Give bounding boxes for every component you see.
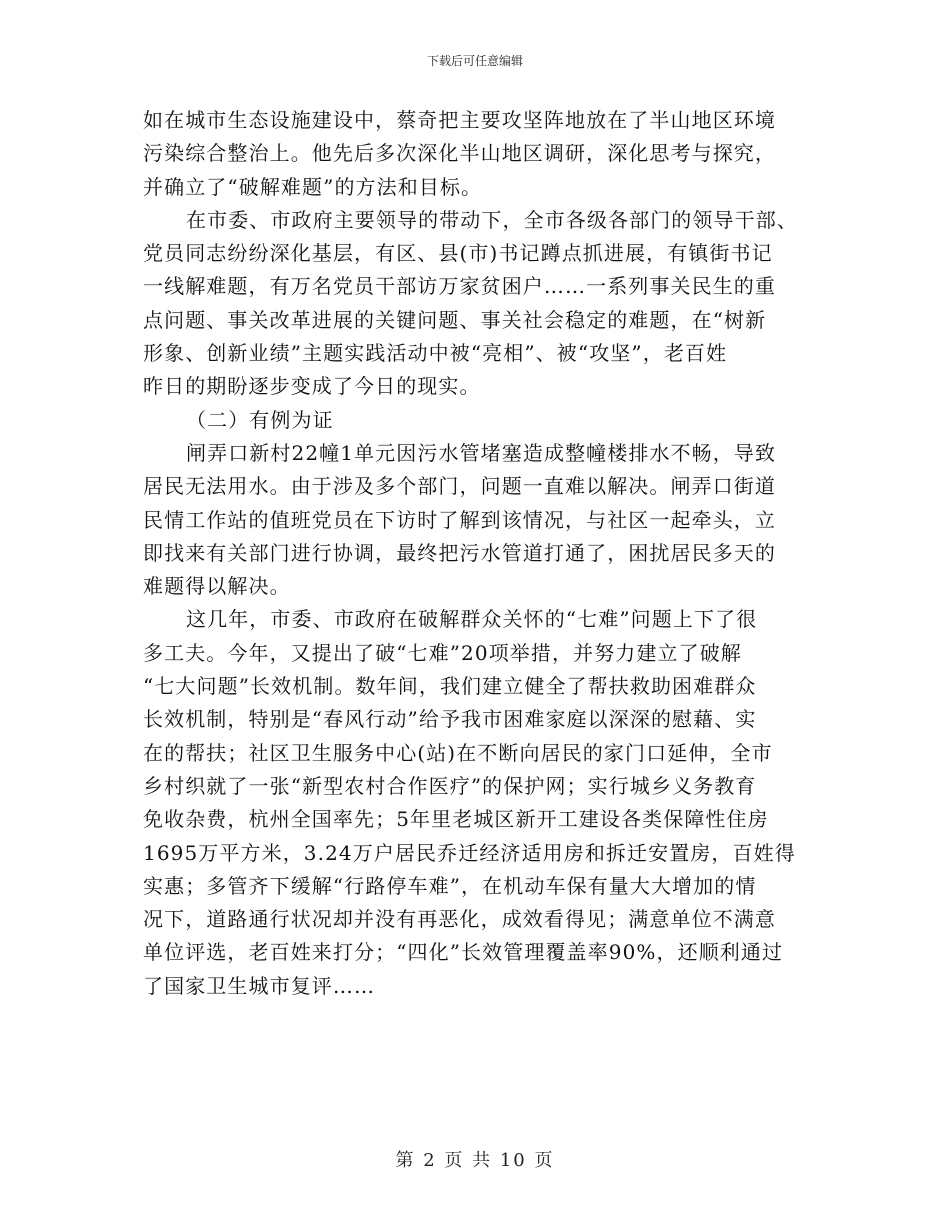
text-line: 居民无法用水。由于涉及多个部门，问题一直难以解决。闸弄口街道 [143, 474, 776, 499]
text-line: 单位评选，老百姓来打分；“四化”长效管理覆盖率90%，还顺利通过 [143, 940, 784, 965]
paragraph-first-line: 闸弄口新村22幢1单元因污水管堵塞造成整幢楼排水不畅，导致 [186, 440, 777, 465]
document-body [143, 104, 809, 1003]
text-line: 并确立了“破解难题”的方法和目标。 [143, 174, 483, 199]
text-line: 实惠；多管齐下缓解“行路停车难”，在机动车保有量大大增加的情 [143, 873, 757, 898]
text-line: 在的帮扶；社区卫生服务中心(站)在不断向居民的家门口延伸，全市 [143, 740, 773, 765]
text-line: 多工夫。今年，又提出了破“七难”20项举措，并努力建立了破解 [143, 640, 742, 665]
text-line: “七大问题”长效机制。数年间，我们建立健全了帮扶救助困难群众 [143, 674, 757, 699]
text-line: 1695万平方米，3.24万户居民乔迁经济适用房和拆迁安置房，百姓得 [143, 840, 796, 865]
text-line: 形象、创新业绩”主题实践活动中被“亮相”、被“攻坚”，老百姓 [143, 341, 728, 366]
section-heading: （二）有例为证 [186, 407, 334, 432]
text-line: 乡村织就了一张“新型农村合作医疗”的保护网；实行城乡义务教育 [143, 773, 757, 798]
text-line: 免收杂费，杭州全国率先；5年里老城区新开工建设各类保障性住房 [143, 807, 769, 832]
text-line: 况下，道路通行状况却并没有再恶化，成效看得见；满意单位不满意 [143, 907, 776, 932]
paragraph-first-line: 在市委、市政府主要领导的带动下，全市各级各部门的领导干部、 [186, 207, 798, 232]
paragraph-first-line: 这几年，市委、市政府在破解群众关怀的“七难”问题上下了很 [186, 607, 758, 632]
text-line: 昨日的期盼逐步变成了今日的现实。 [143, 374, 481, 399]
text-line: 民情工作站的值班党员在下访时了解到该情况，与社区一起牵头，立 [143, 507, 776, 532]
page-footer: 第 2 页 共 10 页 [395, 1150, 555, 1171]
page-header: 下载后可任意编辑 [426, 54, 523, 68]
text-line: 了国家卫生城市复评…… [143, 973, 376, 998]
text-line: 污染综合整治上。他先后多次深化半山地区调研，深化思考与探究， [143, 141, 776, 166]
text-line: 难题得以解决。 [143, 574, 291, 599]
text-line: 党员同志纷纷深化基层，有区、县(市)书记蹲点抓进展，有镇街书记 [143, 241, 773, 266]
text-line: 即找来有关部门进行协调，最终把污水管道打通了，困扰居民多天的 [143, 540, 776, 565]
text-line: 点问题、事关改革进展的关键问题、事关社会稳定的难题，在“树新 [143, 307, 767, 332]
text-line: 长效机制，特别是“春风行动”给予我市困难家庭以深深的慰藉、实 [143, 707, 757, 732]
text-line: 如在城市生态设施建设中，蔡奇把主要攻坚阵地放在了半山地区环境 [143, 108, 776, 132]
text-line: 一线解难题，有万名党员干部访万家贫困户……一系列事关民生的重 [143, 274, 776, 299]
